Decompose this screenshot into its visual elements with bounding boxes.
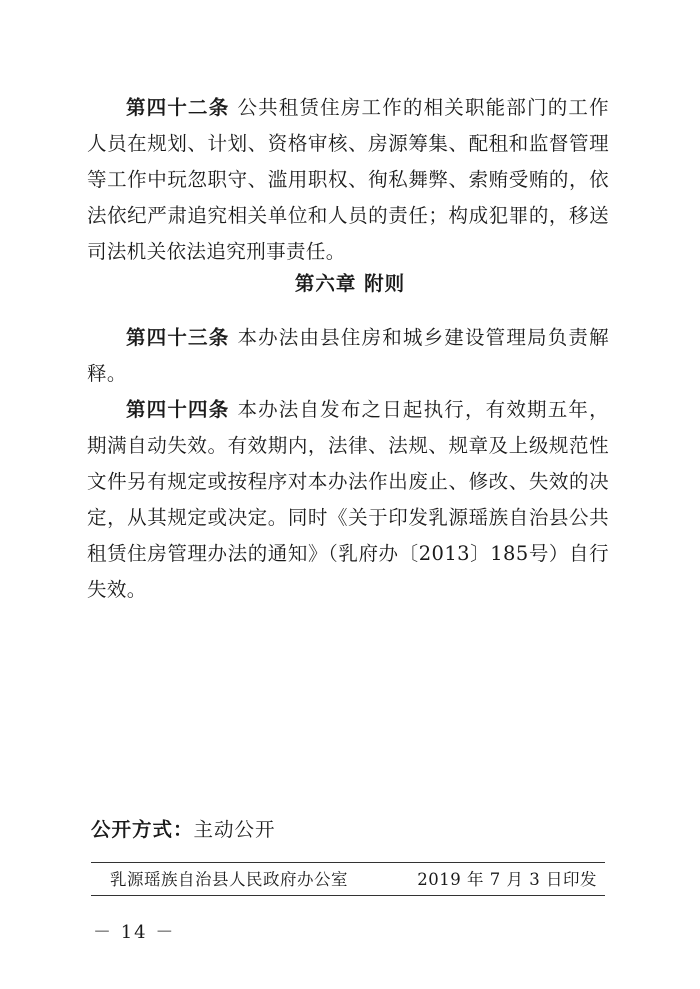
article-42-number: 第四十二条: [126, 96, 230, 119]
article-43-number: 第四十三条: [126, 326, 230, 349]
article-43-text: 本办法由县住房和城乡建设管理局负责解释。: [87, 326, 609, 385]
article-43-paragraph: [87, 320, 609, 392]
article-42-paragraph: [87, 90, 609, 270]
disclosure-label: 公开方式：: [91, 818, 194, 841]
article-42-text: 公共租赁住房工作的相关职能部门的工作人员在规划、计划、资格审核、房源筹集、配租和监督管理等工作中玩忽职守、滥用职权、徇私舞弊、索贿受贿的，依法依纪严肃追究相关单位和人员的责任；构成犯罪的，移送司法机关依法追究刑事责任。: [87, 96, 609, 263]
article-44-text: 本办法自发布之日起执行，有效期五年，期满自动失效。有效期内，法律、法规、规章及上级规范性文件另有规定或按程序对本办法作出废止、修改、失效的决定，从其规定或决定。同时《关于印发乳源瑶族自治县公共租赁住房管理办法的通知》（乳府办〔2013〕185号）自行失效。: [87, 398, 609, 601]
article-44-paragraph: [87, 392, 609, 608]
disclosure-value: 主动公开: [193, 818, 276, 841]
page-number: － 14 －: [93, 922, 176, 943]
footer-issuer: 乳源瑶族自治县人民政府办公室: [110, 870, 348, 889]
articles-43-44: [87, 320, 609, 608]
footer-divider-bottom: [91, 895, 605, 896]
article-42: [87, 90, 609, 270]
disclosure-method: [91, 814, 276, 842]
article-44-number: 第四十四条: [126, 398, 230, 421]
footer-issue-date: 2019 年 7 月 3 日印发: [417, 870, 597, 889]
footer-divider-top: [91, 862, 605, 863]
chapter-title: 第六章 附则: [294, 272, 406, 295]
